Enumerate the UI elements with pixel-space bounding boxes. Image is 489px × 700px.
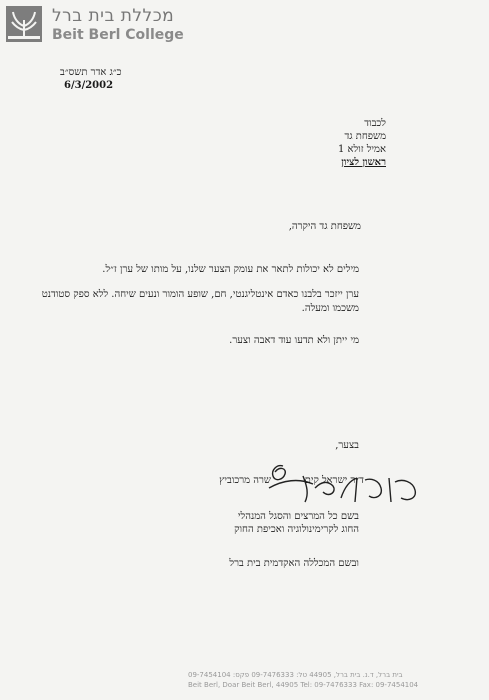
signer-2-name: שרה מרכוביץ <box>219 475 271 486</box>
paragraph-3: מי ייתן ולא תדעו עוד דאבה וצער. <box>229 335 359 346</box>
beit-berl-logo-icon <box>6 6 42 42</box>
footer-hebrew: בית ברל, ד.נ. בית ברל, 44905 טל: 09-7476333 פקס: 09-7454104 <box>188 671 403 679</box>
signers-line-2: החוג לקרימינולוגיה ואכיפת החוק <box>234 524 359 535</box>
college-name-hebrew: מכללת בית ברל <box>52 6 175 26</box>
college-name-english: Beit Berl College <box>52 27 184 43</box>
hebrew-date: כ״ג אדר תשס״ב <box>60 67 122 78</box>
footer <box>188 670 488 690</box>
paragraph-1: מילים לא יכולות לתאר את עומק הצער שלנו, על מותו של ערן ז״ל. <box>102 264 359 275</box>
address-city: ראשון לציון <box>341 157 386 168</box>
gregorian-date: 6/3/2002 <box>64 80 114 91</box>
signature-scribble-2 <box>335 468 425 508</box>
address-street: אמיל זולא 1 <box>338 144 386 155</box>
recipient-address <box>338 117 386 169</box>
address-family: משפחת גד <box>344 131 386 142</box>
footer-english: Beit Berl, Doar Beit Berl, 44905 Tel: 09-7476333 Fax: 09-7454104 <box>188 681 419 689</box>
greeting: משפחת גד היקרה, <box>288 221 361 232</box>
address-to: לכבוד <box>364 118 386 129</box>
signers-lines <box>234 510 359 536</box>
signers-line-1: בשם כל המרצים והסגל המנהלי <box>237 511 359 522</box>
closing: בצער, <box>335 440 359 451</box>
academy-signature: ובשם המכללה האקדמית בית ברל <box>229 558 359 569</box>
signer-1-name: ד״ר ישראל קים <box>304 475 364 486</box>
paragraph-2: ערן ייזכר בלבנו כאדם אינטליגנטי, חם, שופע הומור ונעים שיחה. ללא ספק סטודנט משכמו ומעלה. <box>41 289 359 314</box>
